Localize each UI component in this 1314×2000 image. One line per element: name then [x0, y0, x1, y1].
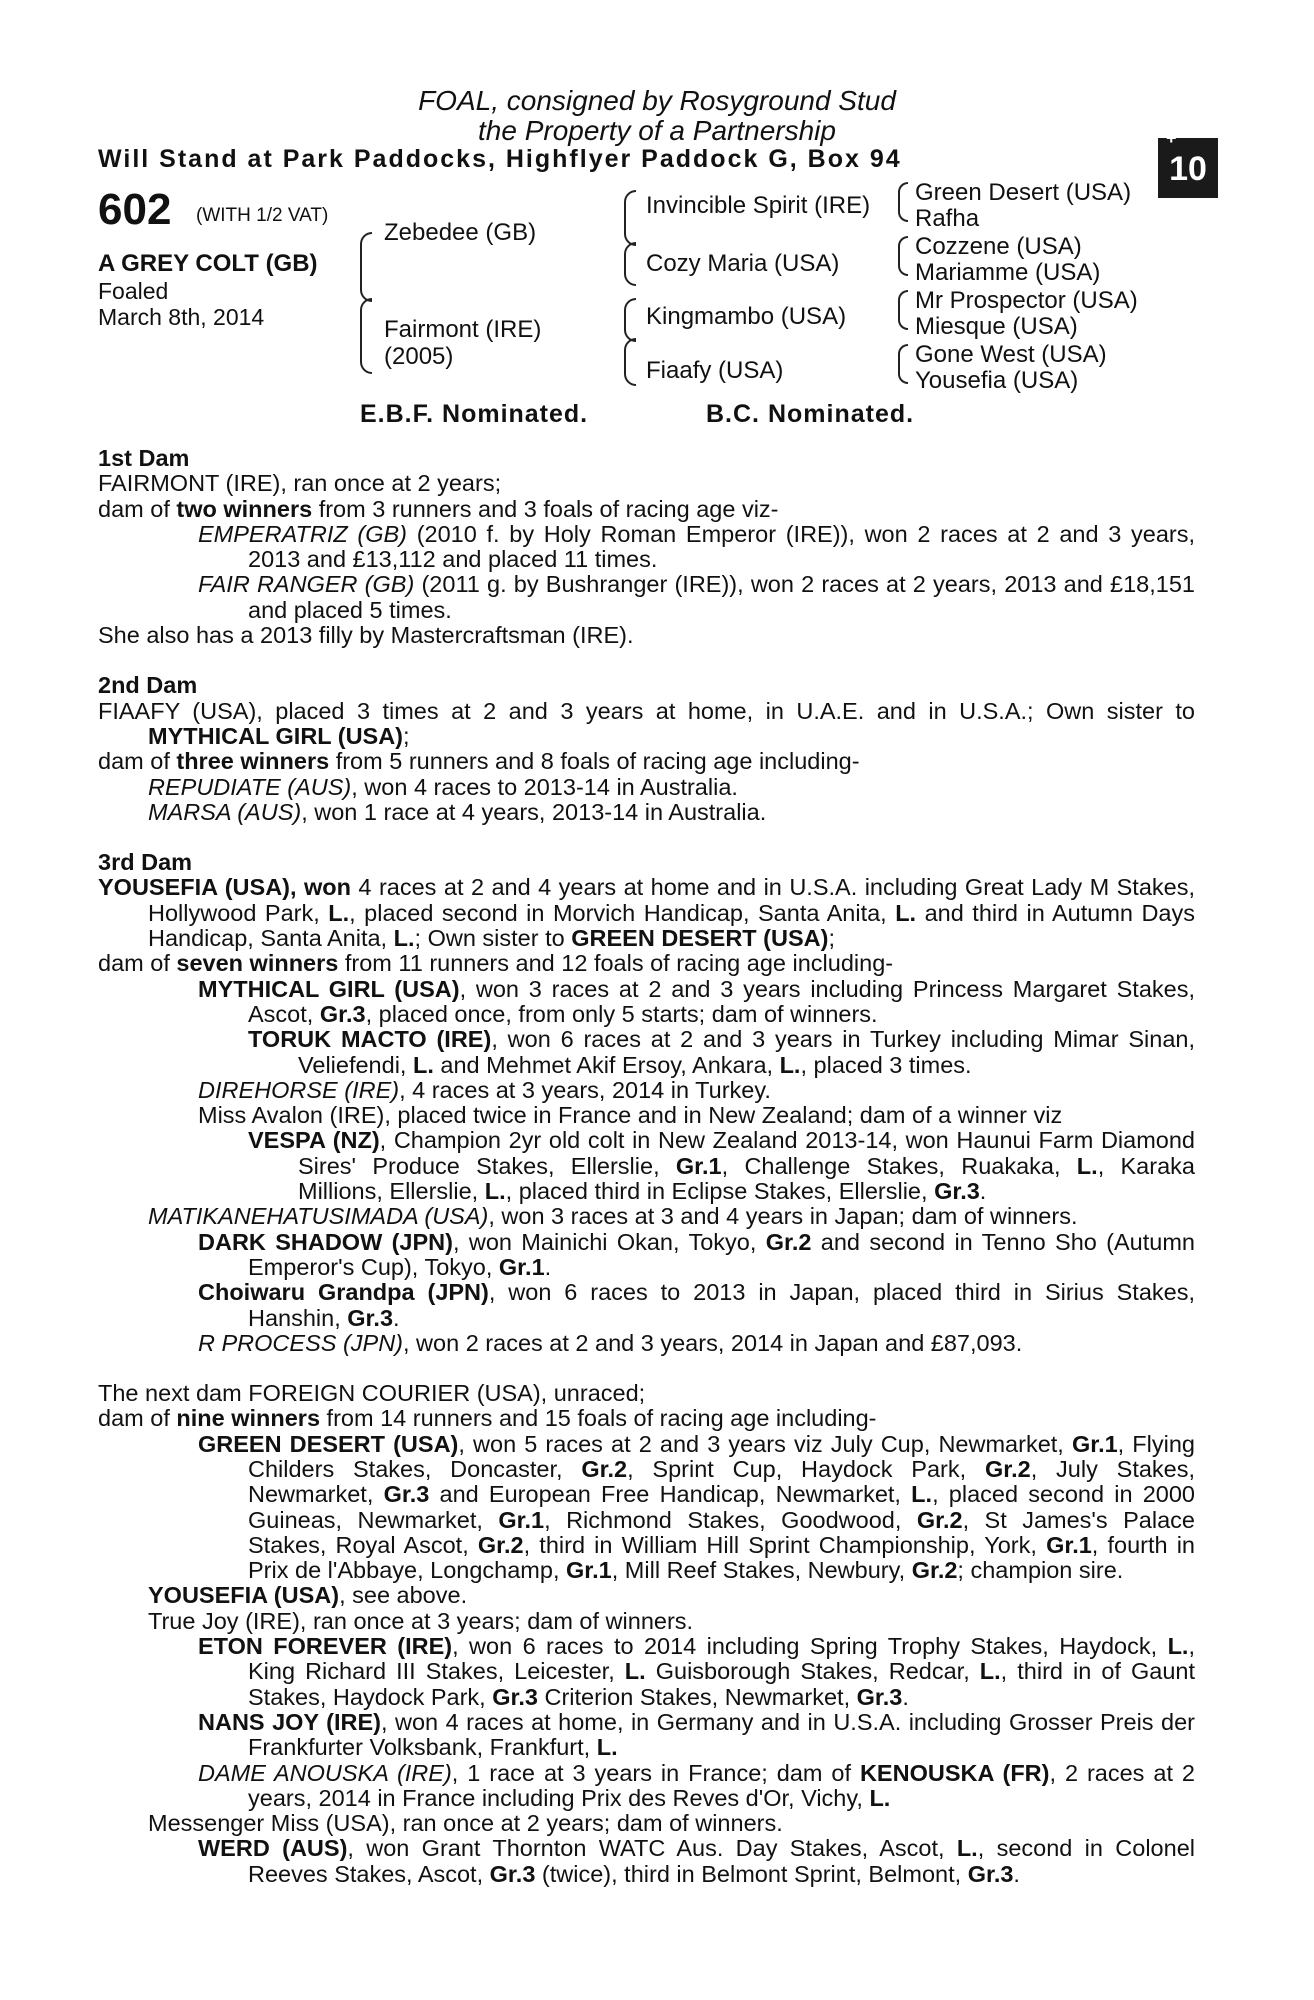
text: , won 6 races at 2 and 3 years in Turkey including Mimar Sinan, Veliefendi, — [298, 1026, 1196, 1078]
first-dam-title: 1st Dam — [98, 445, 190, 471]
text: ; — [828, 925, 835, 952]
produce-entry: Messenger Miss (USA), ran once at 2 years; dam of winners. — [148, 1810, 783, 1837]
produce-entry — [98, 1128, 1195, 1204]
property-line: the Property of a Partnership — [478, 115, 836, 146]
brace-ggs3 — [898, 290, 908, 330]
text: from 11 runners and 12 foals of racing age including- — [338, 950, 894, 977]
text: , won 2 races at 2 and 3 years, 2014 in Japan and £87,093. — [403, 1329, 1023, 1356]
horse-name: ETON FOREVER (IRE) — [198, 1633, 453, 1660]
text: , second in Colonel Reeves Stakes, Ascot, — [248, 1835, 1195, 1887]
text: , third in William Hill Sprint Championship, York, — [523, 1531, 1047, 1558]
text: . — [393, 1304, 400, 1331]
first-dam-note: She also has a 2013 filly by Mastercraftsman (IRE). — [98, 622, 634, 649]
grade: L. — [624, 1658, 646, 1685]
horse-name: GREEN DESERT (USA) — [571, 925, 829, 952]
second-dam-title: 2nd Dam — [98, 672, 198, 699]
lot-number: 602 — [98, 185, 172, 234]
text: , Champion 2yr old colt in New Zealand 2013-14, won Haunui Farm Diamond Sires' Produce Stakes, Ellerslie, — [298, 1127, 1195, 1179]
text: (2011 g. by Bushranger (IRE)), won 2 races at 2 years, 2013 and £18,151 and placed 5 times. — [248, 571, 1195, 623]
badge-plus: + — [1166, 128, 1177, 148]
brace-gs1 — [624, 190, 636, 246]
grade: Gr.3 — [856, 1683, 903, 1710]
text: dam of — [98, 495, 177, 522]
brace-gs4 — [624, 338, 636, 386]
produce-entry — [98, 1634, 1195, 1710]
dam-dam: Fiaafy (USA) — [646, 357, 784, 384]
text: , Mill Reef Stakes, Newbury, — [611, 1557, 912, 1584]
horse-name: KENOUSKA (FR) — [859, 1759, 1050, 1786]
produce-entry — [98, 1027, 1195, 1078]
text: (twice), third in Belmont Sprint, Belmont, — [535, 1860, 968, 1887]
catalogue-badge — [1158, 128, 1218, 198]
sire-sire: Invincible Spirit (IRE) — [646, 192, 871, 219]
text: , see above. — [339, 1582, 468, 1609]
text: ; champion sire. — [957, 1557, 1124, 1584]
text: , won Grant Thornton WATC Aus. Day Stakes, Ascot, — [347, 1835, 957, 1862]
text: dam of — [98, 748, 177, 775]
produce-entry — [98, 775, 1195, 800]
horse-name: DIREHORSE (IRE) — [198, 1076, 400, 1103]
text: . — [1013, 1860, 1020, 1887]
text: and Mehmet Akif Ersoy, Ankara, — [433, 1051, 780, 1078]
winner-count: two winners — [176, 495, 313, 522]
brace-gs2 — [624, 242, 636, 286]
winner-count: three winners — [176, 748, 330, 775]
text: , July Stakes, Newmarket, — [248, 1455, 1196, 1508]
text: , Karaka Millions, Ellerslie, — [298, 1152, 1195, 1205]
ggs-dss: Mr Prospector (USA) — [915, 287, 1138, 314]
text: from 14 runners and 15 foals of racing age including- — [320, 1405, 877, 1432]
ggs-ssd: Rafha — [915, 205, 980, 232]
produce-entry — [98, 522, 1195, 573]
produce-entry — [98, 1710, 1195, 1761]
dam-sire: Kingmambo (USA) — [646, 303, 847, 330]
horse-name: VESPA (NZ) — [248, 1127, 380, 1154]
grade: L. — [895, 899, 917, 926]
foaling-date: March 8th, 2014 — [98, 304, 265, 330]
ggs-sdd: Mariamme (USA) — [915, 259, 1101, 286]
text: dam of — [98, 950, 177, 977]
text: , 1 race at 3 years in France; dam of — [451, 1759, 860, 1786]
text: , St James's Palace Stakes, Royal Ascot, — [248, 1506, 1195, 1558]
text: , won 3 races at 2 and 3 years including Princess Margaret Stakes, Ascot, — [248, 975, 1196, 1027]
grade: Gr.3 — [489, 1860, 536, 1887]
brace-ggs4 — [898, 344, 908, 384]
text: , placed second in Morvich Handicap, Santa Anita, — [349, 899, 896, 926]
horse-name: MYTHICAL GIRL (USA) — [148, 722, 404, 749]
first-dam-line: FAIRMONT (IRE), ran once at 2 years; — [98, 470, 502, 497]
foaled-label: Foaled — [98, 278, 169, 304]
horse-name: MATIKANEHATUSIMADA (USA) — [148, 1203, 489, 1230]
winner-count: nine winners — [176, 1405, 321, 1432]
text: , King Richard III Stakes, Leicester, — [248, 1633, 1195, 1685]
horse-name: Choiwaru Grandpa (JPN) — [198, 1279, 489, 1306]
grade: Gr.1 — [1046, 1531, 1092, 1558]
text: . — [979, 1178, 987, 1205]
dam-year: (2005) — [384, 343, 454, 370]
horse-name: NANS JOY (IRE) — [198, 1708, 381, 1735]
grade: L. — [596, 1734, 618, 1761]
text: from 3 runners and 3 foals of racing age viz- — [312, 495, 779, 522]
grade: L. — [911, 1481, 933, 1508]
text: and European Free Handicap, Newmarket, — [429, 1481, 912, 1508]
text: dam of — [98, 1405, 177, 1432]
grade: Gr.2 — [984, 1455, 1031, 1482]
next-dam-produce-line — [98, 1406, 1195, 1431]
text: Criterion Stakes, Newmarket, — [537, 1683, 857, 1710]
grade: Gr.3 — [347, 1304, 394, 1331]
produce-entry — [98, 1230, 1195, 1281]
text: , won Mainichi Okan, Tokyo, — [452, 1228, 766, 1255]
brace-gs3 — [624, 298, 636, 342]
text: , Sprint Cup, Haydock Park, — [627, 1455, 985, 1482]
text: FIAAFY (USA), placed 3 times at 2 and 3 years at home, in U.A.E. and in U.S.A.; Own sister to — [98, 697, 1195, 724]
horse-name: MARSA (AUS) — [148, 798, 302, 825]
grade: L. — [412, 1051, 434, 1078]
text: Guisborough Stakes, Redcar, — [645, 1658, 980, 1685]
horse-name: R PROCESS (JPN) — [198, 1329, 403, 1356]
produce-entry — [98, 1331, 1195, 1356]
ggs-sds: Cozzene (USA) — [915, 233, 1082, 260]
produce-entry: Miss Avalon (IRE), placed twice in France and in New Zealand; dam of a winner viz — [198, 1102, 1063, 1129]
horse-name: REPUDIATE (AUS) — [148, 773, 352, 800]
brace-dam — [360, 298, 372, 374]
consignor-line: FOAL, consigned by Rosyground Stud — [418, 85, 896, 116]
lot-description: A GREY COLT (GB) — [98, 250, 318, 277]
text: , 4 races at 3 years, 2014 in Turkey. — [399, 1076, 771, 1103]
ggs-dsd: Miesque (USA) — [915, 313, 1078, 340]
text: , placed 3 times. — [800, 1051, 972, 1078]
produce-entry — [98, 572, 1195, 623]
text: , won 5 races at 2 and 3 years viz July Cup, Newmarket, — [458, 1430, 1072, 1457]
grade: L. — [1167, 1633, 1189, 1660]
grade: L. — [956, 1835, 978, 1862]
stable-location: Will Stand at Park Paddocks, Highflyer Paddock G, Box 94 — [98, 145, 902, 173]
grade: Gr.2 — [916, 1506, 963, 1533]
grade: Gr.1 — [675, 1152, 722, 1179]
text: and second in Tenno Sho (Autumn Emperor's Cup), Tokyo, — [248, 1228, 1195, 1280]
horse-name: WERD (AUS) — [198, 1835, 348, 1862]
horse-name: TORUK MACTO (IRE) — [248, 1026, 492, 1053]
dam: Fairmont (IRE) — [384, 316, 542, 343]
grade: L. — [869, 1784, 891, 1811]
text: , fourth in Prix de l'Abbaye, Longchamp, — [248, 1531, 1195, 1584]
horse-name: DARK SHADOW (JPN) — [198, 1228, 453, 1255]
text: , won 4 races at home, in Germany and in U.S.A. including Grosser Preis der Frankfurter Volksbank, Frankfurt, — [248, 1708, 1195, 1761]
grade: Gr.3 — [383, 1481, 430, 1508]
grade: Gr.1 — [498, 1506, 545, 1533]
text: 4 races at 2 and 4 years at home and in U.S.A. including Great Lady M Stakes, Hollywood Park, — [148, 874, 1195, 926]
horse-name: FAIR RANGER (GB) — [198, 571, 415, 598]
text: ; Own sister to — [414, 925, 572, 952]
text: (2010 f. by Holy Roman Emperor (IRE)), won 2 races at 2 and 3 years, 2013 and £13,112 and placed 11 times. — [248, 520, 1196, 573]
third-dam-line — [98, 875, 1195, 951]
text: from 5 runners and 8 foals of racing age including- — [329, 748, 860, 775]
horse-name: DAME ANOUSKA (IRE) — [198, 1759, 452, 1786]
brace-ggs1 — [898, 182, 908, 222]
produce-entry — [98, 1761, 1195, 1812]
produce-entry — [98, 1432, 1195, 1584]
grade: Gr.1 — [566, 1557, 612, 1584]
second-dam-produce-line — [98, 749, 1195, 774]
produce-entry — [98, 1078, 1195, 1103]
text: and third in Autumn Days Handicap, Santa Anita, — [148, 899, 1195, 952]
grade: Gr.1 — [1071, 1430, 1118, 1457]
grade: Gr.3 — [492, 1683, 538, 1710]
text: , won 6 races to 2013 in Japan, placed third in Sirius Stakes, Hanshin, — [248, 1279, 1195, 1331]
produce-entry — [98, 800, 1195, 825]
grade: Gr.3 — [319, 1000, 366, 1027]
text: , placed second in 2000 Guineas, Newmarket, — [248, 1481, 1196, 1533]
third-dam-produce-line — [98, 951, 1195, 976]
text: , placed third in Eclipse Stakes, Ellerslie, — [505, 1178, 935, 1205]
grade: Gr.2 — [911, 1557, 958, 1584]
produce-entry — [98, 1280, 1195, 1331]
grade: Gr.2 — [581, 1455, 628, 1482]
ggs-sss: Green Desert (USA) — [915, 179, 1132, 206]
second-dam-line — [98, 699, 1195, 750]
produce-entry — [98, 1204, 1195, 1229]
text: , won 3 races at 3 and 4 years in Japan; dam of winners. — [488, 1203, 1078, 1230]
text: , placed once, from only 5 starts; dam of winners. — [365, 1000, 878, 1027]
third-dam-title: 3rd Dam — [98, 849, 193, 876]
grade: L. — [1076, 1152, 1098, 1179]
grade: Gr.1 — [498, 1253, 545, 1280]
produce-entry — [98, 977, 1195, 1028]
text: . — [544, 1253, 552, 1280]
grade: L. — [393, 925, 415, 952]
winner-count: seven winners — [176, 950, 339, 977]
grade: Gr.2 — [477, 1531, 524, 1558]
text: , won 6 races to 2014 including Spring Trophy Stakes, Haydock, — [452, 1633, 1168, 1660]
vat-note: (WITH 1/2 VAT) — [196, 205, 329, 226]
sire: Zebedee (GB) — [384, 219, 537, 246]
first-dam-produce-line — [98, 497, 1195, 522]
brace-ggs2 — [898, 236, 908, 276]
ggs-dds: Gone West (USA) — [915, 341, 1107, 368]
produce-entry — [98, 1836, 1195, 1887]
ggs-ddd: Yousefia (USA) — [915, 367, 1079, 394]
horse-name: MYTHICAL GIRL (USA) — [198, 975, 460, 1002]
text: , Richmond Stakes, Goodwood, — [544, 1506, 917, 1533]
horse-name: YOUSEFIA (USA) — [148, 1582, 340, 1609]
horse-name: GREEN DESERT (USA) — [198, 1430, 459, 1457]
text: , 2 races at 2 years, 2014 in France including Prix des Reves d'Or, Vichy, — [248, 1759, 1195, 1811]
sire-dam: Cozy Maria (USA) — [646, 250, 840, 277]
produce-entry — [98, 1583, 1195, 1608]
badge-number: 10 — [1169, 150, 1207, 188]
brace-sire — [360, 232, 372, 302]
text: , Flying Childers Stakes, Doncaster, — [248, 1430, 1195, 1482]
ebf-nomination: E.B.F. Nominated. — [360, 400, 589, 428]
grade: Gr.3 — [967, 1860, 1014, 1887]
catalogue-body — [98, 446, 1195, 1887]
grade: L. — [484, 1178, 506, 1205]
text: . — [902, 1683, 909, 1710]
text: , won 1 race at 4 years, 2013-14 in Australia. — [301, 798, 767, 825]
text: , won 4 races to 2013-14 in Australia. — [351, 773, 738, 800]
horse-name: YOUSEFIA (USA), won — [98, 874, 351, 901]
grade: L. — [979, 1658, 1001, 1685]
grade: L. — [328, 899, 350, 926]
grade: Gr.3 — [934, 1178, 980, 1205]
produce-entry: True Joy (IRE), ran once at 3 years; dam of winners. — [148, 1607, 694, 1634]
horse-name: EMPERATRIZ (GB) — [198, 520, 408, 547]
grade: Gr.2 — [765, 1228, 812, 1255]
text: , third in of Gaunt Stakes, Haydock Park, — [248, 1658, 1195, 1710]
text: ; — [403, 722, 410, 749]
bc-nomination: B.C. Nominated. — [706, 400, 915, 428]
next-dam-line: The next dam FOREIGN COURIER (USA), unraced; — [98, 1380, 646, 1407]
text: , Challenge Stakes, Ruakaka, — [721, 1152, 1077, 1179]
grade: L. — [779, 1051, 801, 1078]
